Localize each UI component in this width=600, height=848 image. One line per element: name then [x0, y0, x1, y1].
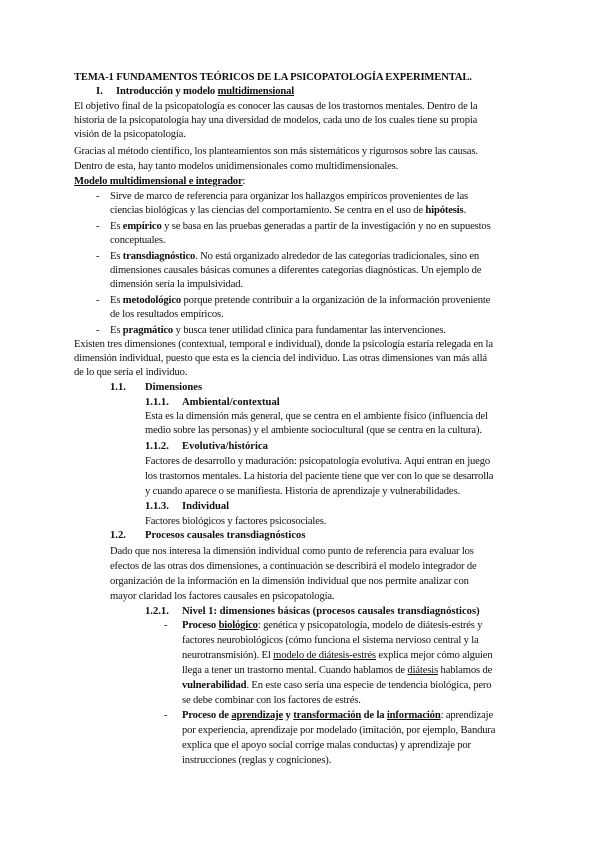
section-1-heading-a: Introducción y modelo — [116, 86, 218, 97]
bullet-5-line-1-c: y busca tener utilidad clínica para fundamentar las intervenciones. — [173, 325, 446, 336]
bullet-3-line-1-a: Es — [110, 251, 123, 262]
sub-bullet-2-line-1-d: transformación — [293, 710, 362, 721]
bullet-5-line-1-a: Es — [110, 325, 123, 336]
bullet-5-line-1-b: pragmático — [122, 325, 174, 336]
sub-bullet-1-line-5-a: vulnerabilidad — [182, 680, 247, 691]
model-heading-colon: : — [242, 176, 246, 187]
paragraph-2-line-2: dimensión individual, puesto que esta es la ciencia del individuo. Las otras dimensiones van más allá — [74, 353, 487, 364]
bullet-5-line-1 — [110, 324, 446, 337]
section-1-2-1-number: 1.2.1. — [145, 606, 169, 617]
section-1-1-1-heading: Ambiental/contextual — [182, 397, 280, 408]
section-1-1-2-number: 1.1.2. — [145, 441, 169, 452]
paragraph-1-line-5: Dentro de esta, hay tanto modelos unidimensionales como multidimensionales. — [74, 161, 399, 172]
paragraph-1-line-3: visión de la psicopatología. — [74, 129, 186, 140]
sub-bullet-1-line-5-b: . En este caso sería una especie de tendencia biológica, pero — [246, 680, 492, 691]
section-1-1-heading: Dimensiones — [145, 382, 203, 393]
paragraph-3-line-1: Dado que nos interesa la dimensión individual como punto de referencia para evaluar los — [110, 546, 474, 557]
sub-bullet-2-line-1-c: y — [283, 710, 294, 721]
section-1-1-2-heading: Evolutiva/histórica — [182, 441, 268, 452]
sub-bullet-2-line-1-e: de la — [361, 710, 387, 721]
bullet-4-line-1 — [110, 294, 490, 307]
bullet-4-line-1-b: metodológico — [122, 295, 182, 306]
bullet-4-dash: - — [96, 295, 100, 306]
bullet-4-line-1-a: Es — [110, 295, 123, 306]
section-1-heading-b: multidimensional — [217, 86, 295, 97]
sub-bullet-2-line-1-b: aprendizaje — [231, 710, 284, 721]
section-1-2-heading: Procesos causales transdiagnósticos — [145, 530, 306, 541]
paragraph-1-line-2: historia de la psicopatología hay una diversidad de modelos, cada uno de los cuales tiene su propia — [74, 115, 478, 126]
paragraph-2-line-1: Existen tres dimensiones (contextual, temporal e individual), donde la psicología estaría relegada en la — [74, 339, 493, 350]
bullet-3-line-2: dimensiones causales básicas comunes a diferentes categorías diagnósticas. Un ejemplo de — [110, 265, 482, 276]
sub-bullet-1-line-4-a: llega a tener un trastorno mental. Cuando hablamos de — [182, 665, 408, 676]
sub-bullet-1-line-5 — [182, 679, 491, 692]
bullet-3-line-1 — [110, 250, 479, 263]
section-1-1-1-number: 1.1.1. — [145, 397, 169, 408]
paragraph-1-line-1: El objetivo final de la psicopatología es conocer las causas de los trastornos mentales. Dentro de la — [74, 101, 478, 112]
section-1-2-number: 1.2. — [110, 530, 126, 541]
section-1-1-3-line-1: Factores biológicos y factores psicosociales. — [145, 516, 327, 527]
section-1-number: I. — [96, 86, 103, 97]
section-1-1-2-line-2: los trastornos mentales. La historia del paciente tiene que ver con lo que se desarrolla — [145, 471, 494, 482]
bullet-3-line-1-b: transdiagnóstico — [122, 251, 196, 262]
bullet-5-dash: - — [96, 325, 100, 336]
sub-bullet-2-line-1-g: : aprendizaje — [440, 710, 494, 721]
section-1-1-2-line-3: y cuando aparece o se manifiesta. Historia de aprendizaje y vulnerabilidades. — [145, 486, 460, 497]
sub-bullet-2-dash: - — [164, 710, 168, 721]
bullet-1-dash: - — [96, 191, 100, 202]
bullet-1-line-1: Sirve de marco de referencia para organizar los hallazgos empíricos provenientes de las — [110, 191, 468, 202]
sub-bullet-2-line-2: por experiencia, aprendizaje por modelado (imitación, por ejemplo, Bandura — [182, 725, 496, 736]
paragraph-2-line-3: de lo que sería el individuo. — [74, 367, 188, 378]
bullet-4-line-2: de los resultados empíricos. — [110, 309, 224, 320]
sub-bullet-1-line-1-c: : genética y psicopatología, modelo de diátesis-estrés y — [257, 620, 483, 631]
bullet-1-line-2-b: hipótesis — [425, 205, 464, 216]
sub-bullet-1-line-2: factores neurobiológicos (cómo funciona el sistema nervioso central y la — [182, 635, 479, 646]
section-1-2-1-heading: Nivel 1: dimensiones básicas (procesos causales transdiagnósticos) — [182, 606, 480, 617]
sub-bullet-2-line-3: explica que el apoyo social corrige malas conductas) y aprendizaje por — [182, 740, 471, 751]
bullet-2-line-1 — [110, 220, 491, 233]
sub-bullet-2-line-1 — [182, 709, 493, 722]
paragraph-3-line-4: mayor claridad los factores causales en psicopatología. — [110, 591, 335, 602]
sub-bullet-1-line-4-b: diátesis — [407, 665, 439, 676]
bullet-4-line-1-c: porque pretende contribuir a la organización de la información proveniente — [181, 295, 491, 306]
bullet-2-line-1-b: empírico — [122, 221, 162, 232]
paragraph-1-line-4: Gracias al método científico, los planteamientos son más sistemáticos y rigurosos sobre las causas. — [74, 146, 478, 157]
section-1-1-1-line-2: medio sobre las personas) y el ambiente sociocultural (que se centra en la cultura). — [145, 425, 482, 436]
sub-bullet-2-line-1-f: información — [386, 710, 441, 721]
sub-bullet-1-line-1-b: biológico — [218, 620, 258, 631]
sub-bullet-1-line-4 — [182, 664, 492, 677]
sub-bullet-2-line-1-a: Proceso de — [182, 710, 232, 721]
model-heading-text: Modelo multidimensional e integrador — [74, 176, 243, 187]
model-heading — [74, 175, 245, 188]
paragraph-3-line-3: organización de la información en la dimensión individual que nos permite analizar con — [110, 576, 469, 587]
section-1-1-2-line-1: Factores de desarrollo y maduración: psicopatología evolutiva. Aquí entran en juego — [145, 456, 490, 467]
sub-bullet-1-line-3-a: neurotransmisión). El — [182, 650, 274, 661]
sub-bullet-1-line-3-b: modelo de diátesis-estrés — [273, 650, 376, 661]
section-1-1-3-number: 1.1.3. — [145, 501, 169, 512]
sub-bullet-1-line-6: se debe combinar con los factores de estrés. — [182, 695, 361, 706]
sub-bullet-2-line-4: instrucciones (reglas y cogniciones). — [182, 755, 332, 766]
section-1-heading — [116, 85, 294, 98]
bullet-2-line-1-a: Es — [110, 221, 123, 232]
section-1-1-number: 1.1. — [110, 382, 126, 393]
paragraph-3-line-2: efectos de las otras dos dimensiones, a continuación se describirá el modelo integrador de — [110, 561, 477, 572]
sub-bullet-1-dash: - — [164, 620, 168, 631]
bullet-2-dash: - — [96, 221, 100, 232]
sub-bullet-1-line-1-a: Proceso — [182, 620, 219, 631]
bullet-3-dash: - — [96, 251, 100, 262]
sub-bullet-1-line-1 — [182, 619, 482, 632]
bullet-2-line-1-c: y se basa en las pruebas generadas a partir de la investigación y no en supuestos — [161, 221, 491, 232]
bullet-3-line-1-c: . No está organizado alrededor de las categorías tradicionales, sino en — [195, 251, 480, 262]
sub-bullet-1-line-4-c: hablamos de — [438, 665, 493, 676]
bullet-1-line-2 — [110, 204, 466, 217]
section-1-1-1-line-1: Esta es la dimensión más general, que se centra en el ambiente físico (influencia del — [145, 411, 488, 422]
bullet-3-line-3: dimensión sería la impulsividad. — [110, 279, 243, 290]
bullet-2-line-2: conceptuales. — [110, 235, 166, 246]
bullet-1-line-2-c: . — [463, 205, 467, 216]
document-title: TEMA-1 FUNDAMENTOS TEÓRICOS DE LA PSICOPATOLOGÍA EXPERIMENTAL. — [74, 72, 472, 83]
section-1-1-3-heading: Individual — [182, 501, 230, 512]
sub-bullet-1-line-3 — [182, 649, 492, 662]
bullet-1-line-2-a: ciencias biológicas y las ciencias del comportamiento. Se centra en el uso de — [110, 205, 426, 216]
sub-bullet-1-line-3-c: explica mejor cómo alguien — [375, 650, 493, 661]
